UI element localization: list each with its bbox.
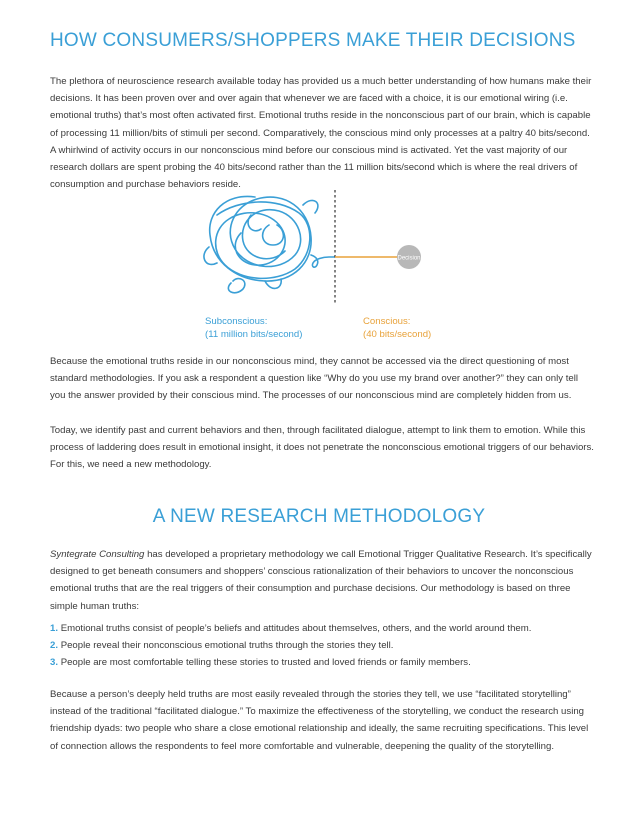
subconscious-rate: (11 million bits/second) bbox=[205, 329, 303, 340]
truth-text: People are most comfortable telling these stories to trusted and loved friends or family members. bbox=[60, 657, 471, 668]
truth-item-3 bbox=[50, 654, 610, 671]
subconscious-title: Subconscious: bbox=[205, 316, 268, 327]
conscious-label bbox=[363, 315, 431, 341]
methodology-paragraph bbox=[50, 546, 595, 615]
truth-number: 3. bbox=[50, 657, 59, 668]
decision-diagram bbox=[195, 185, 435, 310]
methodology-text: has developed a proprietary methodology we call Emotional Trigger Qualitative Research. It’s specifically designed to get beneath consumers and shoppers’ conscious rationalization of their behaviors to uncover the nonconscious emotional truths that are the real triggers of their consumption and purchase decisions. Our methodology is based on three simple human truths: bbox=[50, 549, 592, 612]
decision-label: Decision bbox=[397, 255, 421, 262]
subconscious-scribble bbox=[204, 196, 335, 292]
section-title-decisions: HOW CONSUMERS/SHOPPERS MAKE THEIR DECISIONS bbox=[50, 30, 576, 51]
nonconscious-paragraph: Because the emotional truths reside in our nonconscious mind, they cannot be accessed via the direct questioning of most standard methodologies. If you ask a respondent a question like “Why do you use my brand over another?” they can only tell you the answer provided by their conscious mind. The processes of our nonconscious mind are completely hidden from us. bbox=[50, 356, 578, 402]
subconscious-label bbox=[205, 315, 302, 341]
section-title-methodology: A NEW RESEARCH METHODOLOGY bbox=[152, 506, 486, 527]
truth-item-2 bbox=[50, 637, 610, 654]
truth-text: Emotional truths consist of people’s beliefs and attitudes about themselves, others, and the world around them. bbox=[60, 623, 532, 634]
conscious-rate: (40 bits/second) bbox=[363, 329, 432, 340]
truth-text: People reveal their nonconscious emotional truths through the stories they tell. bbox=[60, 640, 394, 651]
company-name: Syntegrate Consulting bbox=[50, 549, 145, 560]
truth-number: 2. bbox=[50, 640, 59, 651]
conscious-title: Conscious: bbox=[363, 316, 411, 327]
laddering-paragraph: Today, we identify past and current behaviors and then, through facilitated dialogue, attempt to link them to emotion. While this process of laddering does result in emotional insight, it does not penetrate the nonconscious emotional triggers of our behaviors. For this, we need a new methodology. bbox=[50, 425, 594, 471]
truth-number: 1. bbox=[50, 623, 59, 634]
intro-paragraph: The plethora of neuroscience research available today has provided us a much better understanding of how humans make their decisions. It has been proven over and over again that whenever we are faced with a choice, it is our emotional wiring (i.e. emotional truths) that’s most often activated first. Emotional truths reside in the nonconscious part of our brain, which is capable of processing 11 million/bits of stimuli per second. Comparatively, the conscious mind only processes at a paltry 40 bits/second. A whirlwind of activity occurs in our nonconscious mind before our conscious mind is activated. Yet the vast majority of our research dollars are spent probing the 40 bits/second rather than the 11 million bits/second which is where the real drivers of consumption and purchase behaviors reside. bbox=[50, 76, 592, 191]
storytelling-paragraph: Because a person’s deeply held truths are most easily revealed through the stories they tell, we use “facilitated storytelling” instead of the traditional “facilitated dialogue.” To maximize the effectiveness of the storytelling, we conduct the research using friendship dyads: two people who share a close emotional relationship and ideally, the same recruiting specifications. This level of connection allows the respondents to feel more comfortable and vulnerable, deepening the quality of the storytelling. bbox=[50, 689, 589, 752]
truth-item-1 bbox=[50, 620, 610, 637]
